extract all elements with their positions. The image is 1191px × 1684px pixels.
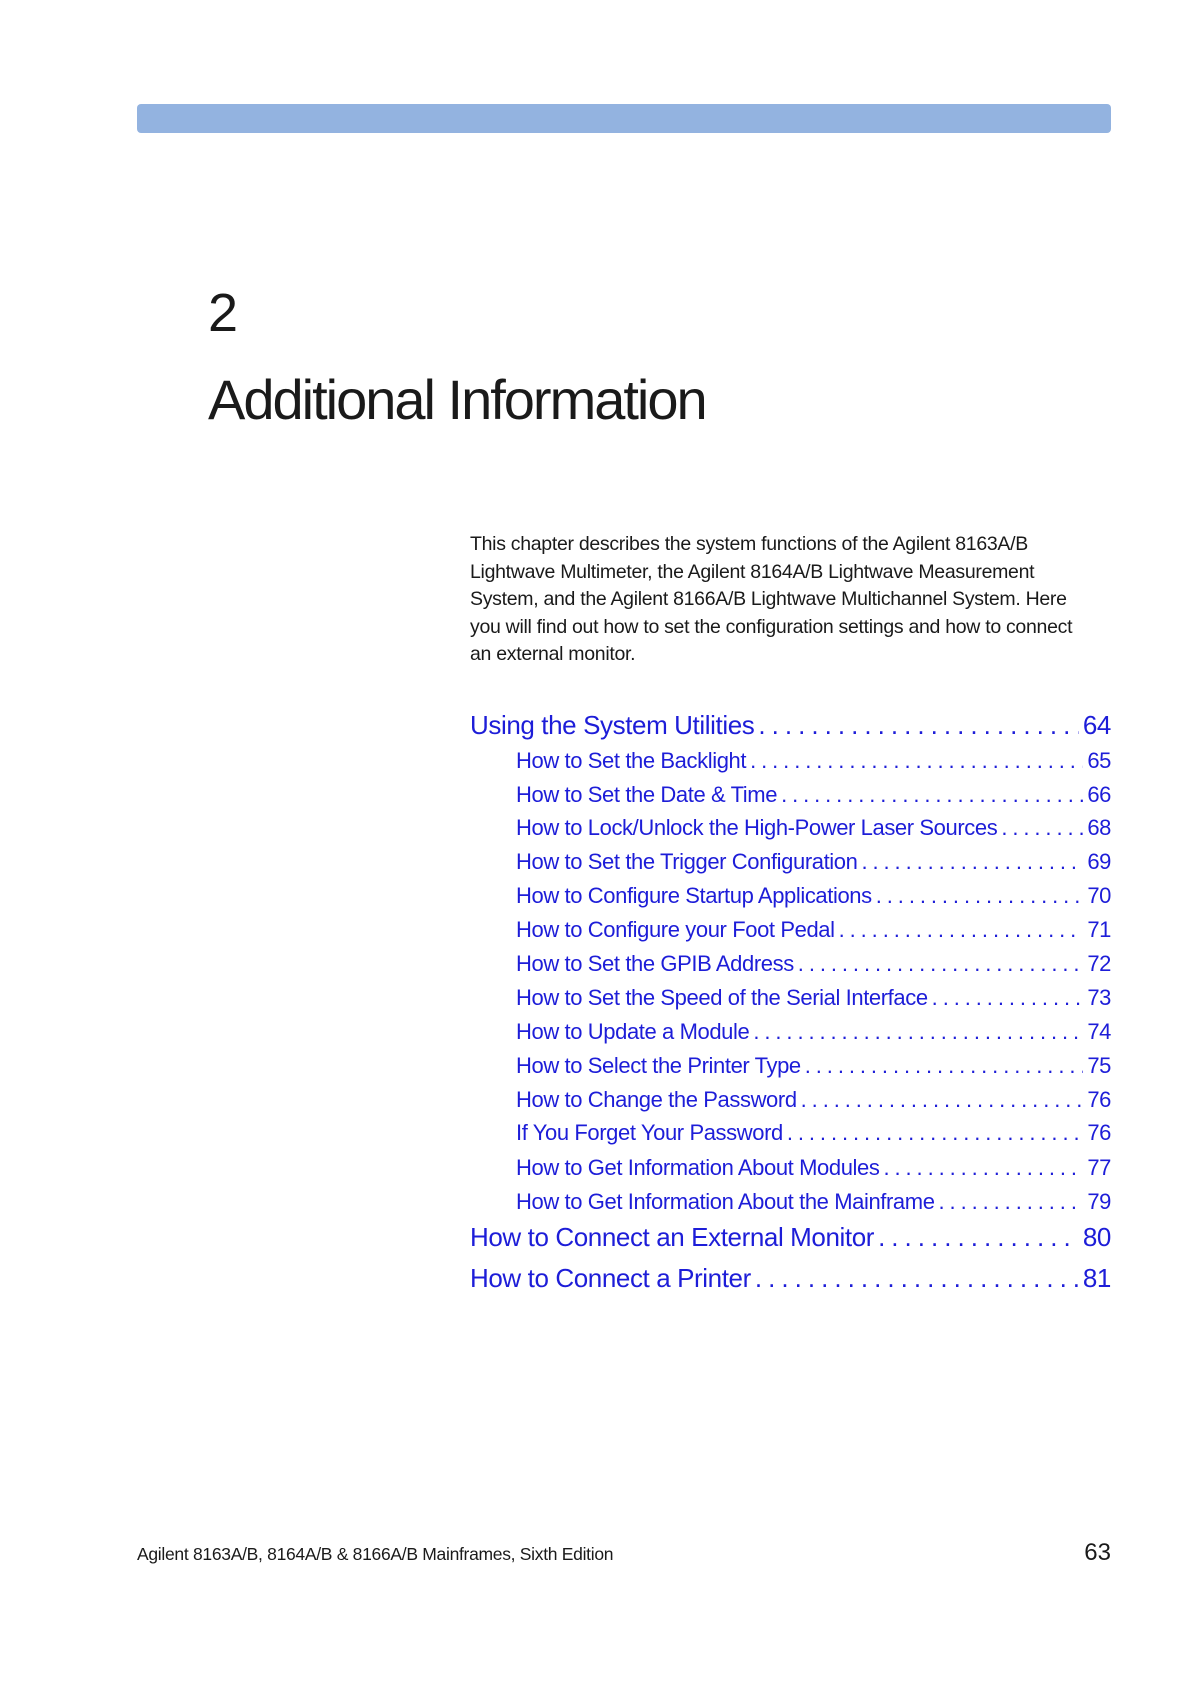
toc-leader-dots	[777, 782, 1083, 808]
toc-leader-dots	[928, 985, 1084, 1011]
toc-entry-connect-printer[interactable]	[470, 1263, 1111, 1294]
toc-entry-page: 74	[1087, 1019, 1111, 1044]
toc-entry-page: 70	[1087, 883, 1111, 908]
toc-entry-label: How to Get Information About the Mainframe	[516, 1189, 935, 1214]
chapter-title: Additional Information	[208, 368, 706, 431]
toc-entry-trigger-configuration[interactable]	[516, 849, 1111, 875]
toc-entry-page: 71	[1087, 917, 1111, 942]
toc-entry-label: How to Set the Speed of the Serial Interface	[516, 985, 928, 1010]
toc-leader-dots	[749, 1019, 1083, 1045]
intro-line: System, and the Agilent 8166A/B Lightwave Multichannel System. Here	[470, 588, 1067, 610]
toc-entry-mainframe-information[interactable]	[516, 1189, 1111, 1215]
toc-entry-startup-applications[interactable]	[516, 883, 1111, 909]
toc-entry-forget-password[interactable]	[516, 1120, 1111, 1146]
toc-entry-label: How to Lock/Unlock the High-Power Laser Sources	[516, 815, 998, 840]
toc-leader-dots	[754, 710, 1079, 741]
toc-entry-change-password[interactable]	[516, 1087, 1111, 1113]
toc-entry-update-module[interactable]	[516, 1019, 1111, 1045]
toc-entry-label: If You Forget Your Password	[516, 1120, 783, 1145]
toc-entry-module-information[interactable]	[516, 1155, 1111, 1181]
toc-entry-backlight[interactable]	[516, 748, 1111, 774]
intro-line: you will find out how to set the configuration settings and how to connect	[470, 615, 1073, 638]
toc-entry-page: 65	[1087, 748, 1111, 773]
toc-entry-system-utilities[interactable]	[470, 710, 1111, 741]
toc-entry-label: Using the System Utilities	[470, 710, 755, 740]
toc-leader-dots	[801, 1053, 1084, 1079]
chapter-number: 2	[208, 283, 238, 343]
toc-entry-foot-pedal[interactable]	[516, 917, 1111, 943]
toc-leader-dots	[935, 1189, 1084, 1215]
toc-leader-dots	[783, 1120, 1083, 1146]
toc-entry-page: 77	[1087, 1155, 1111, 1180]
toc-entry-page: 80	[1082, 1222, 1111, 1252]
chapter-intro	[470, 531, 1115, 669]
toc-entry-page: 68	[1087, 815, 1111, 840]
toc-entry-external-monitor[interactable]	[470, 1222, 1111, 1253]
toc-entry-page: 72	[1087, 951, 1111, 976]
toc-entry-page: 79	[1087, 1189, 1111, 1214]
toc-entry-label: How to Configure Startup Applications	[516, 883, 872, 908]
toc-entry-page: 66	[1087, 782, 1111, 807]
toc-entry-page: 76	[1087, 1087, 1111, 1112]
toc-entry-label: How to Set the Date & Time	[516, 782, 778, 807]
toc-entry-label: How to Connect an External Monitor	[470, 1222, 875, 1252]
toc-leader-dots	[997, 815, 1083, 841]
intro-line: an external monitor.	[470, 643, 636, 665]
toc-entry-label: How to Change the Password	[516, 1087, 797, 1112]
toc-entry-gpib-address[interactable]	[516, 951, 1111, 977]
toc-entry-date-time[interactable]	[516, 782, 1111, 808]
toc-entry-serial-interface[interactable]	[516, 985, 1111, 1011]
toc-leader-dots	[797, 1087, 1084, 1113]
toc-entry-label: How to Update a Module	[516, 1019, 750, 1044]
toc-entry-page: 75	[1087, 1053, 1111, 1078]
toc-leader-dots	[879, 1155, 1083, 1181]
toc-entry-label: How to Configure your Foot Pedal	[516, 917, 835, 942]
toc-entry-label: How to Set the GPIB Address	[516, 951, 794, 976]
chapter-header-bar	[137, 104, 1111, 133]
toc-entry-page: 64	[1082, 710, 1111, 740]
toc-entry-label: How to Set the Backlight	[516, 748, 747, 773]
footer-edition: Agilent 8163A/B, 8164A/B & 8166A/B Mainframes, Sixth Edition	[137, 1544, 614, 1564]
toc-leader-dots	[874, 1222, 1079, 1253]
toc-leader-dots	[835, 917, 1084, 943]
toc-leader-dots	[751, 1263, 1079, 1294]
toc-entry-page: 76	[1087, 1120, 1111, 1145]
toc-entry-label: How to Select the Printer Type	[516, 1053, 801, 1078]
intro-line: Lightwave Multimeter, the Agilent 8164A/B Lightwave Measurement	[470, 560, 1035, 583]
intro-line: This chapter describes the system functions of the Agilent 8163A/B	[470, 533, 1028, 555]
toc-entry-page: 81	[1082, 1263, 1111, 1293]
toc-leader-dots	[872, 883, 1084, 909]
toc-leader-dots	[794, 951, 1084, 977]
toc-leader-dots	[857, 849, 1083, 875]
toc-entry-printer-type[interactable]	[516, 1053, 1111, 1079]
toc-entry-page: 73	[1087, 985, 1111, 1010]
footer-page-number: 63	[1084, 1539, 1111, 1566]
toc-entry-label: How to Get Information About Modules	[516, 1155, 880, 1180]
toc-entry-lock-unlock[interactable]	[516, 815, 1111, 841]
toc-entry-label: How to Connect a Printer	[470, 1263, 751, 1293]
toc-entry-page: 69	[1087, 849, 1111, 874]
toc-leader-dots	[746, 748, 1083, 774]
toc-entry-label: How to Set the Trigger Configuration	[516, 849, 858, 874]
